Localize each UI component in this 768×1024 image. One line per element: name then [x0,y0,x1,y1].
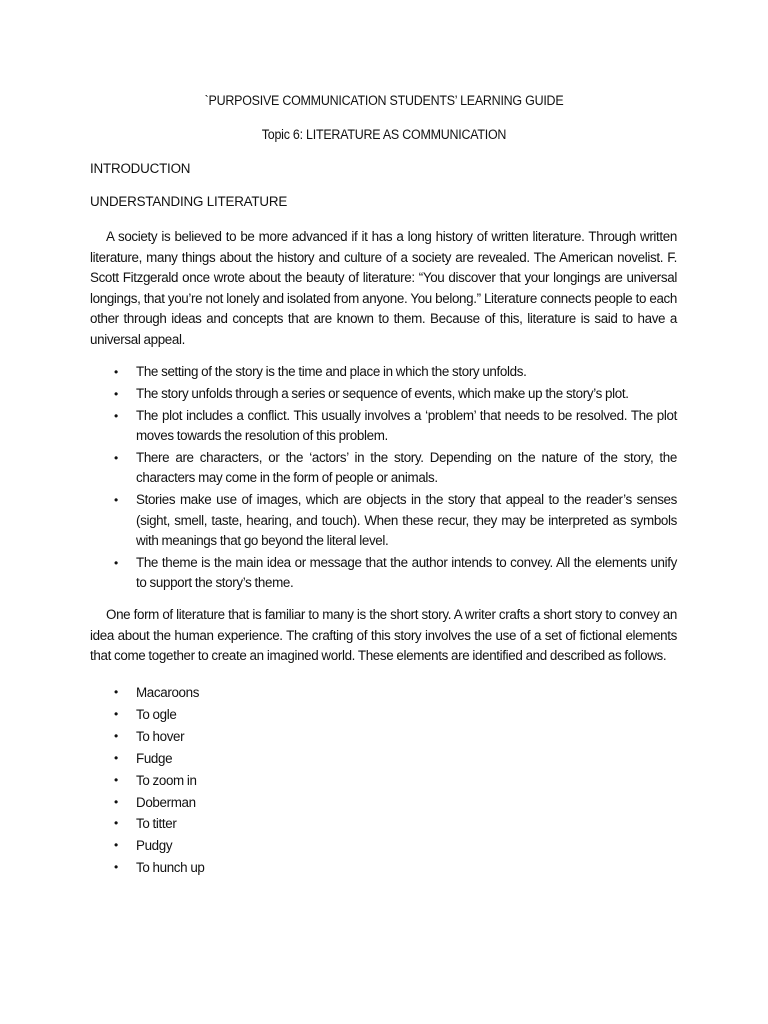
list-item: • The theme is the main idea or message that the author intends to convey. All the elements unify to support the story’s theme. [114,554,677,591]
document-title: `PURPOSIVE COMMUNICATION STUDENTS’ LEARNING GUIDE [204,93,564,108]
section-heading-understanding-literature: UNDERSTANDING LITERATURE [90,194,288,209]
bullet-icon: • [114,365,118,379]
story-elements-list [90,362,677,595]
bullet-icon: • [114,685,118,699]
word-list [90,682,677,879]
bullet-icon: • [114,493,118,508]
bullet-icon: • [114,838,118,853]
bullet-icon: • [114,706,118,721]
bullet-icon: • [114,816,118,831]
bullet-icon: • [114,555,118,570]
bullet-icon: • [114,860,118,875]
bullet-icon: • [114,386,118,401]
list-item: • Macaroons [90,682,677,704]
short-story-paragraph [90,605,677,667]
list-item: • To ogle [90,704,677,726]
bullet-icon: • [114,794,118,809]
section-heading-introduction: INTRODUCTION [90,161,191,176]
list-item: • To hunch up [90,857,677,879]
bullet-icon: • [114,450,118,465]
intro-paragraph-text: A society is believed to be more advanced if it has a long history of written literature. Through written literature, many things about the history and culture of a society are revealed. The American novelist. F. Scott Fitzgerald once wrote about the beauty of literature: “You discover that your longings are universal longings, that you’re not lonely and isolated from anyone. You belong.” Literature connects people to each other through ideas and concepts that are known to them. Because of this, literature is said to have a universal appeal. [90,229,677,347]
list-item: • The plot includes a conflict. This usually involves a ‘problem’ that needs to be resolved. The plot moves towards the resolution of this problem. [114,407,677,444]
bullet-icon: • [114,408,118,423]
list-item: • Doberman [90,792,677,814]
bullet-icon: • [114,728,118,743]
list-item: • The story unfolds through a series or sequence of events, which make up the story’s plot. [90,384,677,405]
list-item: • Stories make use of images, which are objects in the story that appeal to the reader’s senses (sight, smell, taste, hearing, and touch). When these recur, they may be interpreted as symbols with meanings that go beyond the literal level. [114,492,677,549]
bullet-icon: • [114,750,118,765]
list-item: • Fudge [90,748,677,770]
list-item: • The setting of the story is the time and place in which the story unfolds. [90,362,677,383]
list-item: • To hover [90,726,677,748]
topic-title: Topic 6: LITERATURE AS COMMUNICATION [261,127,507,142]
intro-paragraph [90,227,677,350]
bullet-icon: • [114,772,118,787]
list-item: • Pudgy [90,835,677,857]
list-item: • There are characters, or the ‘actors’ in the story. Depending on the nature of the story, the characters may come in the form of people or animals. [114,449,677,486]
short-story-paragraph-text: One form of literature that is familiar to many is the short story. A writer crafts a short story to convey an idea about the human experience. The crafting of this story involves the use of a set of fictional elements that come together to create an imagined world. These elements are identified and described as follows. [90,607,677,663]
list-item: • To zoom in [90,770,677,792]
list-item: • To titter [90,813,677,835]
